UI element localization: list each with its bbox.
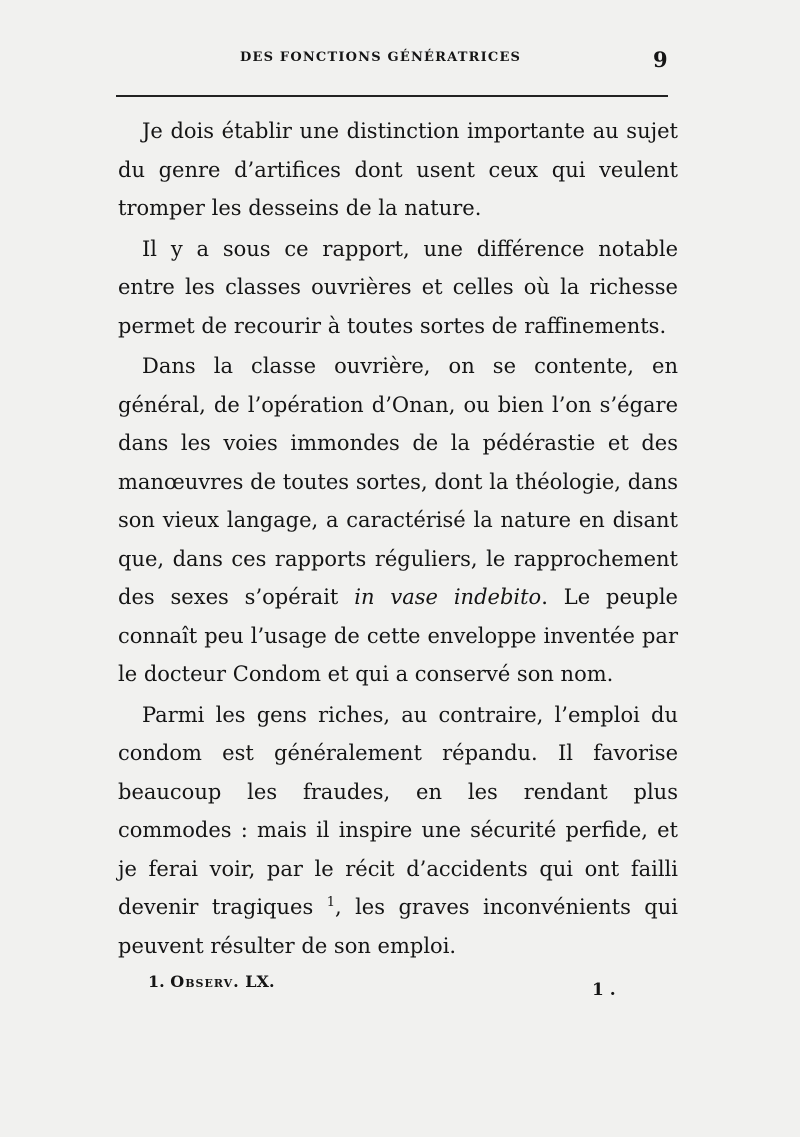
paragraph-2: Il y a sous ce rapport, une différence notable entre les classes ouvrières et celles où la richesse permet de recourir à toutes sortes de raffinements. — [118, 236, 678, 338]
paragraph-3 — [118, 347, 678, 694]
paragraph-4-text: Parmi les gens riches, au contraire, l’emploi du condom est généralement répandu. Il favorise beaucoup les fraudes, en les rendant plus commodes : mais il inspire une sécurité perfide, et je ferai voir, par le récit d’accidents qui ont failli devenir tragiques — [118, 702, 678, 919]
footnote-ref: LX. — [245, 972, 275, 991]
footnote-label: Observ. — [170, 972, 240, 991]
paragraph-3-end: . Le peuple connaît peu l’usage de cette enveloppe inventée par le docteur Condom et qui a conservé son nom. — [118, 585, 678, 686]
page-number: 9 — [653, 47, 668, 72]
paragraph-3-text: Dans la classe ouvrière, on se contente, en général, de l’opération d’Onan, ou bien l’on s’égare dans les voies immondes de la pédérastie et des manœuvres de toutes sortes, dont la théologie, dans son vieux langage, a caractérisé la nature en disant que, dans ces rapports réguliers, le rapprochement des sexes s’opérait — [118, 354, 678, 609]
latin-phrase: in vase indebito — [354, 585, 542, 609]
footnote — [148, 972, 275, 991]
paragraph-4 — [118, 696, 678, 966]
running-title: DES FONCTIONS GÉNÉRATRICES — [240, 50, 522, 65]
footnote-reference: 1 — [326, 895, 335, 910]
signature-mark: 1 . — [592, 980, 616, 1000]
body-text — [118, 112, 678, 967]
paragraph-1: Je dois établir une distinction importante au sujet du genre d’artifices dont usent ceux qui veulent tromper les desseins de la nature. — [118, 119, 678, 220]
paragraph-4-end: , les graves inconvénients qui peuvent résulter de son emploi. — [118, 895, 678, 958]
header-rule — [116, 95, 668, 97]
footnote-number: 1. — [148, 972, 165, 991]
